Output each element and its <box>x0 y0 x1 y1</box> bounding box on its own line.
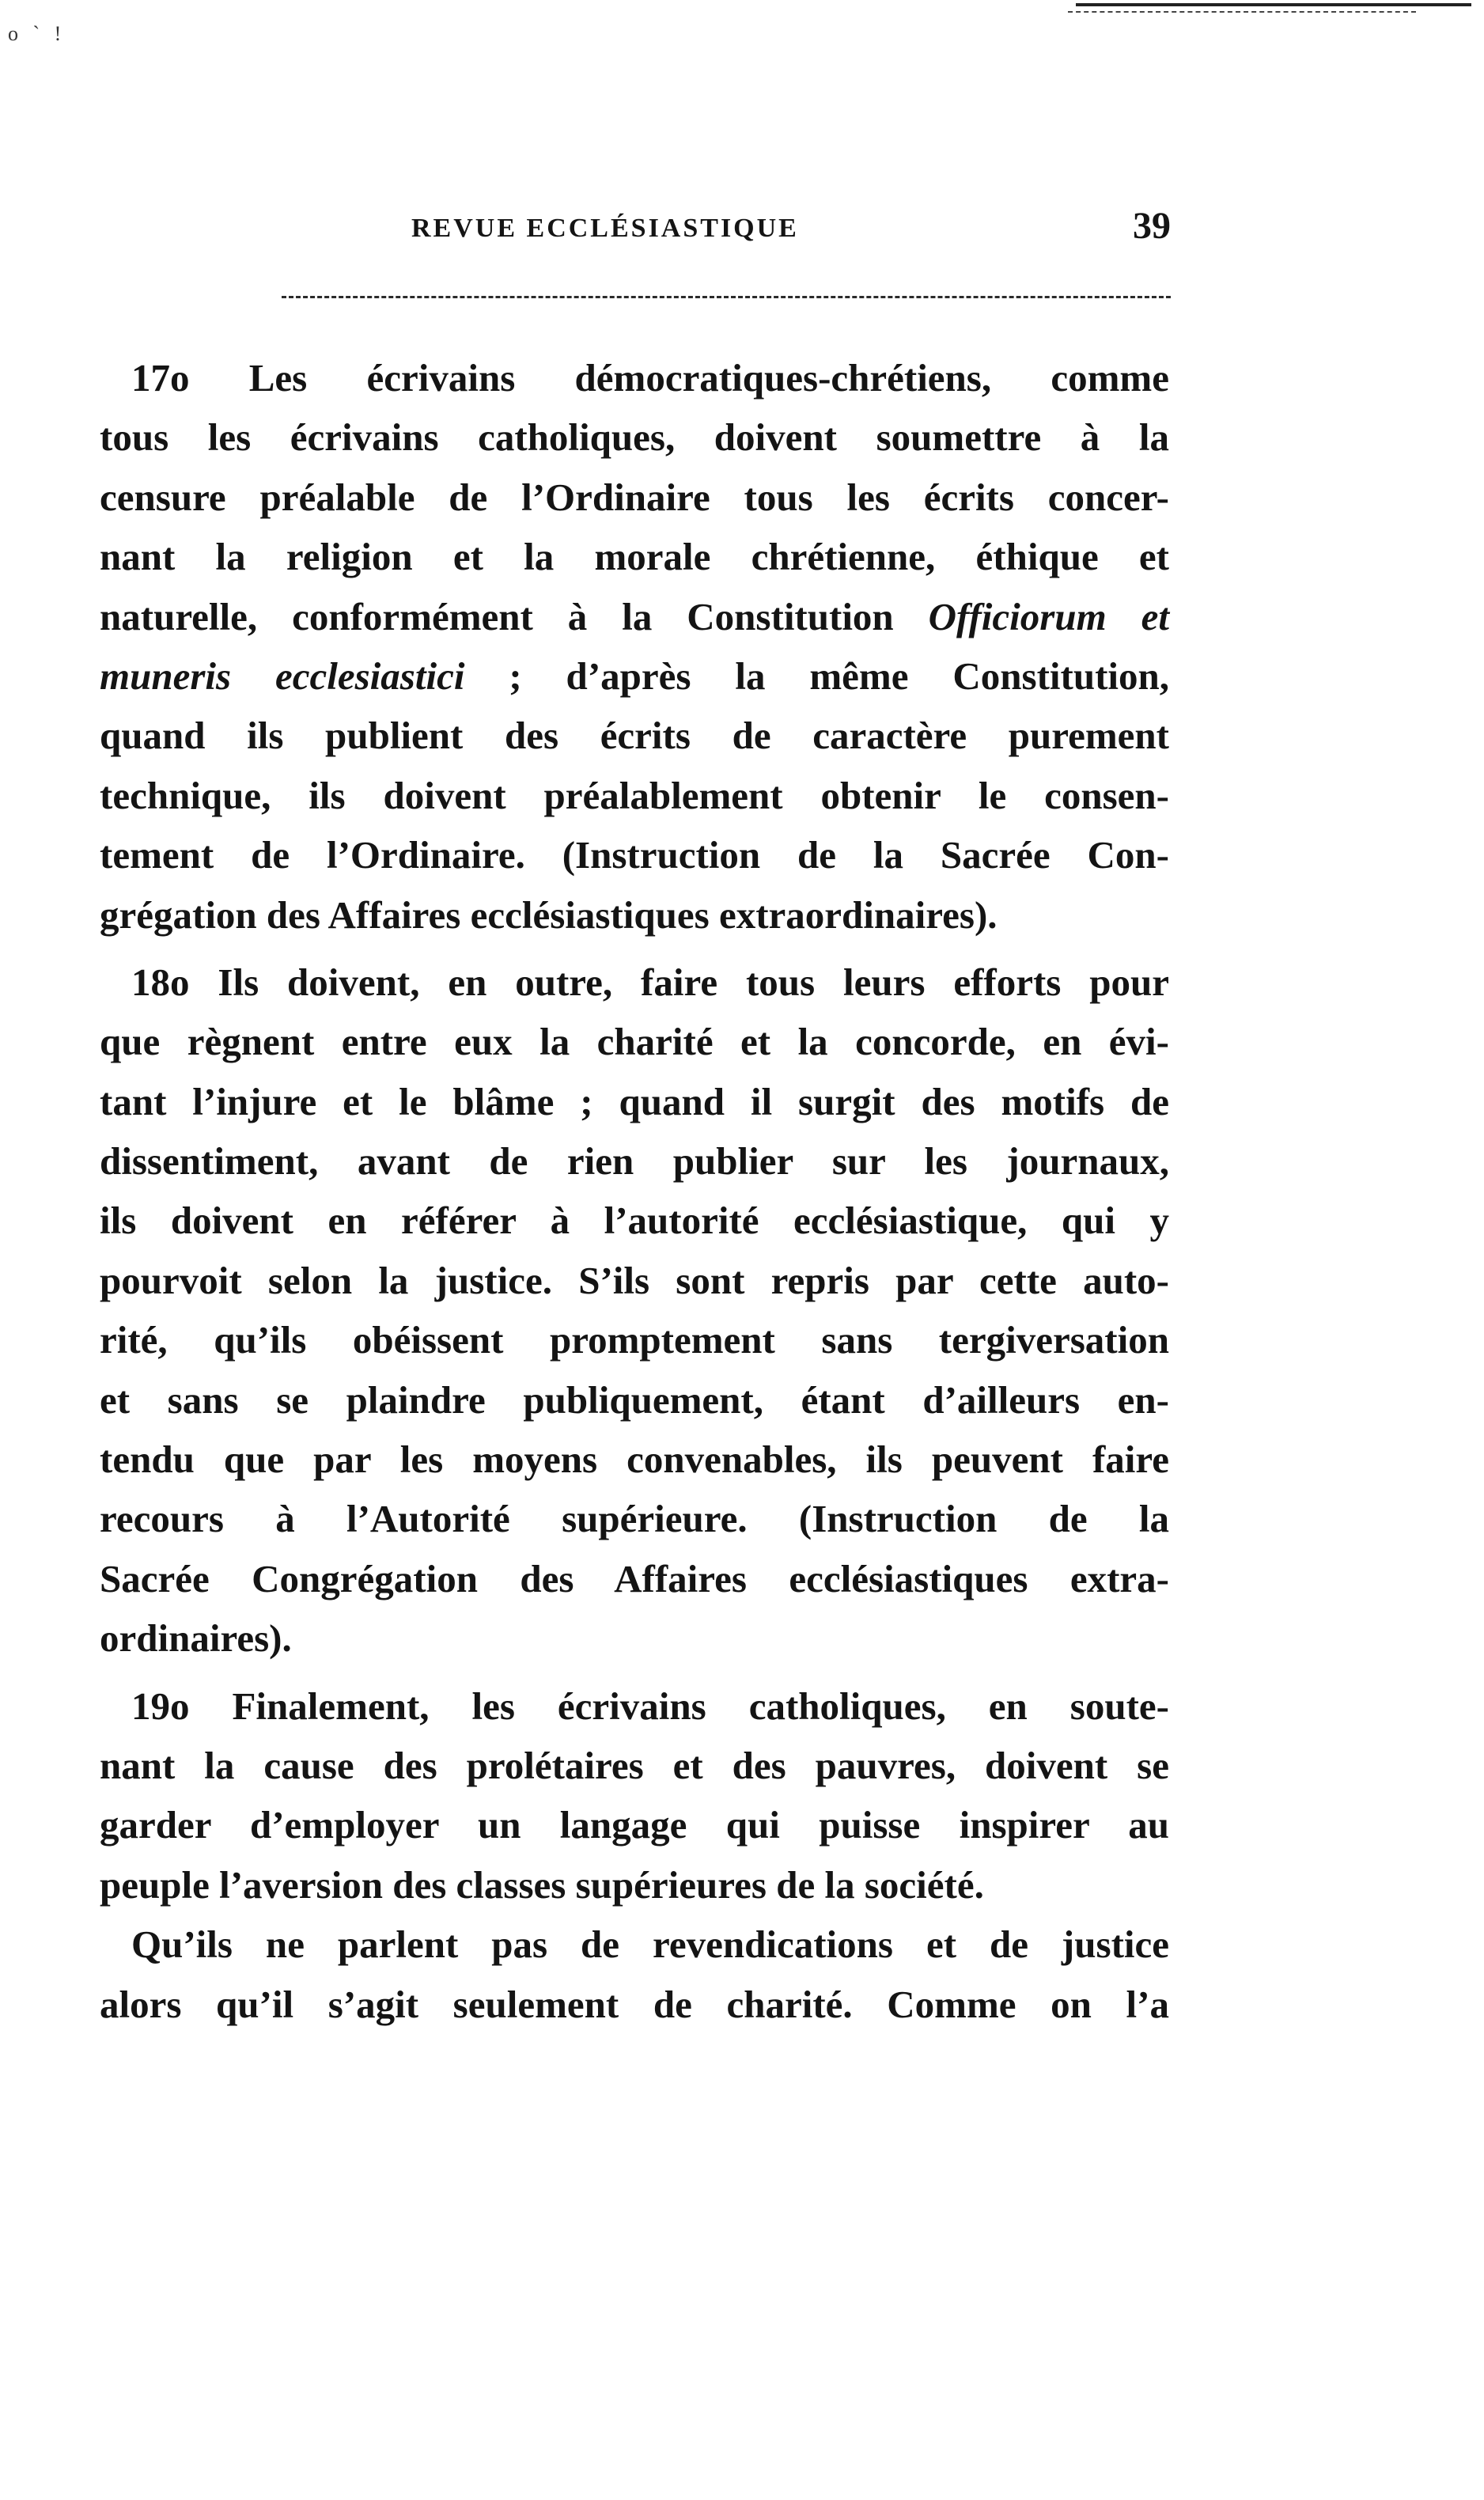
text-line: 17o Les écrivains démocratiques-chrétiens, comme <box>131 356 1169 400</box>
paragraph-gap <box>100 1669 1169 1676</box>
text-line: 19o Finalement, les écrivains catholiques, en soute- <box>131 1684 1169 1728</box>
body-text <box>100 348 1169 2034</box>
italic-title: muneris ecclesiastici <box>100 653 465 698</box>
text-line: quand ils publient des écrits de caractère purement <box>100 714 1169 758</box>
text-line: alors qu’il s’agit seulement de charité. Comme on l’a <box>100 1982 1169 2026</box>
corner-mark: o ˋ ! <box>8 22 66 45</box>
text-line: technique, ils doivent préalablement obtenir le consen- <box>100 773 1169 817</box>
text-line: nant la religion et la morale chrétienne, éthique et <box>100 535 1169 579</box>
text-line: et sans se plaindre publiquement, étant d’ailleurs en- <box>100 1377 1169 1422</box>
text-line: Qu’ils ne parlent pas de revendications et de justice <box>131 1922 1169 1967</box>
text-span: ; d’après la même Constitution, <box>464 653 1169 698</box>
text-line: recours à l’Autorité supérieure. (Instruction de la <box>100 1497 1169 1541</box>
text-line <box>100 646 1169 706</box>
page-number: 39 <box>1133 205 1171 247</box>
paragraph-gap <box>100 945 1169 953</box>
text-line: Sacrée Congrégation des Affaires ecclésiastiques extra- <box>100 1556 1169 1600</box>
text-line: rité, qu’ils obéissent promptement sans tergiversation <box>100 1318 1169 1362</box>
text-line: grégation des Affaires ecclésiastiques extraordinaires). <box>100 892 998 937</box>
header-rule <box>282 296 1171 298</box>
italic-title: Officiorum et <box>928 594 1169 638</box>
text-line: tant l’injure et le blâme ; quand il surgit des motifs de <box>100 1079 1169 1123</box>
text-span: naturelle, conformément à la Constitution <box>100 594 929 638</box>
text-line: nant la cause des prolétaires et des pauvres, doivent se <box>100 1743 1169 1787</box>
top-edge-dashed-rule <box>1068 11 1416 13</box>
text-line: que règnent entre eux la charité et la concorde, en évi- <box>100 1020 1169 1064</box>
running-head: REVUE ECCLÉSIASTIQUE <box>411 214 799 243</box>
text-line: garder d’employer un langage qui puisse inspirer au <box>100 1803 1169 1847</box>
top-edge-rule <box>1076 3 1471 6</box>
text-line: pourvoit selon la justice. S’ils sont repris par cette auto- <box>100 1258 1169 1302</box>
text-line <box>100 587 1169 646</box>
text-line: censure préalable de l’Ordinaire tous les écrits concer- <box>100 475 1169 519</box>
text-line: peuple l’aversion des classes supérieures de la société. <box>100 1862 984 1907</box>
text-line: tement de l’Ordinaire. (Instruction de la Sacrée Con- <box>100 833 1169 877</box>
text-line: tendu que par les moyens convenables, ils peuvent faire <box>100 1438 1169 1482</box>
text-line: ils doivent en référer à l’autorité ecclésiastique, qui y <box>100 1199 1169 1243</box>
text-line: tous les écrivains catholiques, doivent soumettre à la <box>100 415 1169 460</box>
text-line: 18o Ils doivent, en outre, faire tous leurs efforts pour <box>131 960 1169 1004</box>
text-line: ordinaires). <box>100 1616 292 1661</box>
text-line: dissentiment, avant de rien publier sur les journaux, <box>100 1139 1169 1184</box>
